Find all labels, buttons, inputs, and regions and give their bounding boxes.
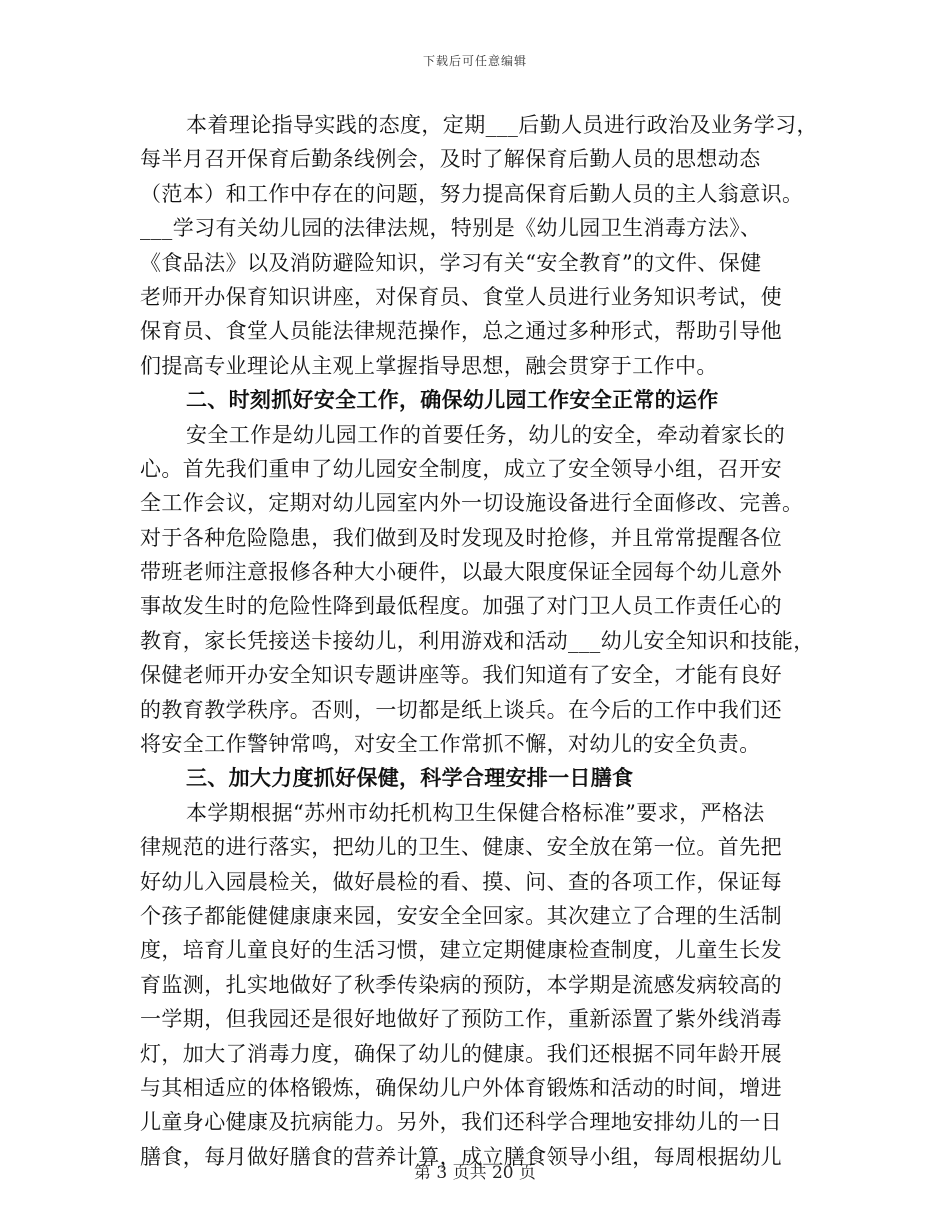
body-line: 保育员、食堂人员能法律规范操作，总之通过多种形式，帮助引导他 — [140, 319, 782, 344]
body-line: 育监测，扎实地做好了秋季传染病的预防，本学期是流感发病较高的 — [140, 972, 782, 997]
section-heading: 二、时刻抓好安全工作，确保幼儿园工作安全正常的运作 — [186, 387, 719, 413]
body-line: 灯，加大了消毒力度，确保了幼儿的健康。我们还根据不同年龄开展 — [140, 1041, 782, 1066]
body-line: 膳食，每月做好膳食的营养计算，成立膳食领导小组，每周根据幼儿 — [140, 1144, 782, 1169]
body-line: 老师开办保育知识讲座，对保育员、食堂人员进行业务知识考试，使 — [140, 284, 782, 309]
page-header: 下载后可任意编辑 — [422, 54, 527, 68]
body-line: 每半月召开保育后勤条线例会，及时了解保育后勤人员的思想动态 — [140, 147, 761, 172]
body-line: （范本）和工作中存在的问题，努力提高保育后勤人员的主人翁意识。 — [140, 181, 804, 206]
body-line: 《食品法》以及消防避险知识，学习有关“安全教育”的文件、保健 — [140, 250, 762, 275]
body-line: 本学期根据“苏州市幼托机构卫生保健合格标准”要求，严格法 — [186, 800, 765, 825]
body-line: 度，培育儿童良好的生活习惯，建立定期健康检查制度，儿童生长发 — [140, 938, 782, 963]
body-line: 保健老师开办安全知识专题讲座等。我们知道有了安全，才能有良好 — [140, 663, 782, 688]
body-line: 本着理论指导实践的态度，定期___后勤人员进行政治及业务学习， — [186, 113, 818, 137]
body-line: 带班老师注意报修各种大小硬件，以最大限度保证全园每个幼儿意外 — [140, 560, 782, 585]
body-line: 将安全工作警钟常鸣，对安全工作常抓不懈，对幼儿的安全负责。 — [140, 732, 761, 757]
body-line: 们提高专业理论从主观上掌握指导思想，融会贯穿于工作中。 — [140, 353, 718, 378]
body-line: 好幼儿入园晨检关，做好晨检的看、摸、问、查的各项工作，保证每 — [140, 869, 782, 894]
body-line: 一学期，但我园还是很好地做好了预防工作，重新添置了紫外线消毒 — [140, 1007, 782, 1032]
body-line: 全工作会议，定期对幼儿园室内外一切设施设备进行全面修改、完善。 — [140, 491, 804, 516]
body-line: 安全工作是幼儿园工作的首要任务，幼儿的安全，牵动着家长的 — [186, 422, 786, 447]
body-line: 的教育教学秩序。否则，一切都是纸上谈兵。在今后的工作中我们还 — [140, 697, 782, 722]
body-line: ___学习有关幼儿园的法律法规，特别是《幼儿园卫生消毒方法》、 — [140, 216, 762, 241]
body-line: 律规范的进行落实，把幼儿的卫生、健康、安全放在第一位。首先把 — [140, 835, 782, 860]
body-line: 事故发生时的危险性降到最低程度。加强了对门卫人员工作责任心的 — [140, 594, 782, 619]
body-line: 心。首先我们重申了幼儿园安全制度，成立了安全领导小组，召开安 — [140, 456, 782, 481]
section-heading: 三、加大力度抓好保健，科学合理安排一日膳食 — [186, 765, 634, 791]
document-body — [140, 108, 820, 1174]
body-line: 儿童身心健康及抗病能力。另外，我们还科学合理地安排幼儿的一日 — [140, 1110, 782, 1135]
body-line: 教育，家长凭接送卡接幼儿，利用游戏和活动___幼儿安全知识和技能， — [140, 628, 815, 653]
body-line: 个孩子都能健健康康来园，安安全全回家。其次建立了合理的生活制 — [140, 903, 782, 928]
body-line: 对于各种危险隐患，我们做到及时发现及时抢修，并且常常提醒各位 — [140, 525, 782, 550]
page-footer: 第 3 页共 20 页 — [413, 1163, 537, 1183]
body-line: 与其相适应的体格锻炼，确保幼儿户外体育锻炼和活动的时间，增进 — [140, 1075, 782, 1100]
